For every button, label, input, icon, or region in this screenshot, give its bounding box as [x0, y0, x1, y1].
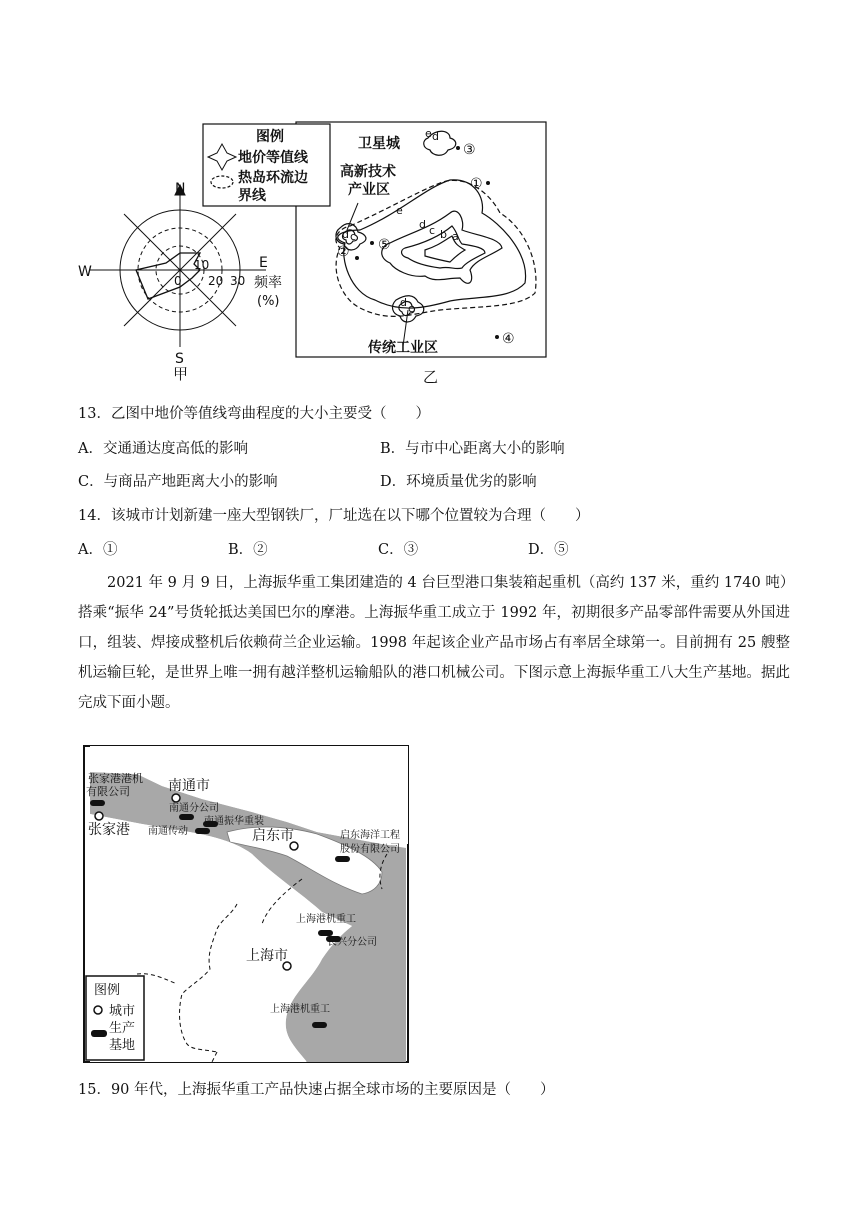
- base-qidong-1: 启东海洋工程: [340, 830, 400, 841]
- contour-letter-e: e: [396, 204, 403, 217]
- q14-option-c: C．③: [378, 542, 419, 558]
- q13-option-a: A．交通通达度高低的影响: [78, 441, 248, 457]
- point-2: ②: [337, 244, 350, 260]
- label-hitech-2: 产业区: [348, 182, 390, 198]
- compass-west: W: [78, 264, 92, 280]
- base-nantong-zhenhua: 南通振华重装: [204, 816, 264, 827]
- figure-yi-caption: 乙: [423, 368, 439, 386]
- scale-label-30: 30: [230, 274, 246, 288]
- scale-label-20: 20: [208, 274, 224, 288]
- base-zhangjiagang-1: 张家港港机: [88, 772, 143, 785]
- q15-stem: 15．90 年代，上海振华重工产品快速占据全球市场的主要原因是（ ）: [78, 1082, 555, 1098]
- contour-letter-e-sat: e: [425, 127, 432, 140]
- map-legend-city: 城市: [109, 1004, 136, 1019]
- city-nantong: 南通市: [168, 778, 210, 794]
- q14-stem: 14．该城市计划新建一座大型钢铁厂，厂址选在以下哪个位置较为合理（ ）: [78, 508, 590, 524]
- contour-letter-d-sat: d: [432, 130, 439, 143]
- contour-letter-c-hitech: c: [350, 230, 357, 243]
- q13-option-d: D．环境质量优劣的影响: [380, 474, 537, 490]
- label-hitech-1: 高新技术: [340, 164, 396, 180]
- map-legend-title: 图例: [94, 983, 121, 998]
- base-zhangjiagang-2: 有限公司: [86, 785, 130, 798]
- q13-option-c: C．与商品产地距离大小的影响: [78, 474, 278, 490]
- zhenhua-bases-map: [82, 744, 412, 1066]
- city-qidong: 启东市: [252, 828, 294, 844]
- legend-title: 图例: [256, 129, 284, 145]
- q14-option-d: D．⑤: [528, 542, 569, 558]
- compass-east: E: [259, 255, 268, 271]
- axis-label-percent: (%): [257, 294, 280, 309]
- point-3: ③: [463, 142, 476, 158]
- base-qidong-2: 股份有限公司: [340, 844, 400, 855]
- legend-item-heat-island-2: 界线: [238, 188, 266, 204]
- base-changxing: 长兴分公司: [327, 937, 377, 948]
- q14-option-a: A．①: [78, 542, 118, 558]
- city-zhangjiagang: 张家港: [88, 822, 130, 838]
- city-shanghai: 上海市: [246, 948, 288, 964]
- passage-rest: 搭乘“振华 24”号货轮抵达美国巴尔的摩港。上海振华重工成立于 1992 年，初期很多产品零部件需要从外国进口，组装、焊接成整机后依赖荷兰企业运输。1998 年起该企业产品市场占有率居全球第一。目前拥有 25 艘整机运输巨轮，是世界上唯一拥有越洋整机运输船队的港口机械公司。下图示意上海振华重工八大生产基地。据此完成下面小题。: [78, 605, 790, 711]
- compass-south: S: [175, 351, 184, 367]
- figure-jia-caption: 甲: [173, 365, 189, 383]
- point-1: ①: [470, 176, 483, 192]
- label-satellite-city: 卫星城: [358, 136, 400, 152]
- contour-letter-b: b: [440, 228, 447, 241]
- q14-option-b: B．②: [228, 542, 268, 558]
- contour-letter-d-hitech: d: [342, 228, 349, 241]
- scale-label-10: 10: [194, 258, 210, 272]
- base-shanghai-port-1: 上海港机重工: [296, 914, 356, 925]
- map-legend-base-1: 生产: [109, 1021, 136, 1036]
- base-nantong-branch: 南通分公司: [169, 803, 219, 814]
- contour-letter-d: d: [419, 218, 426, 231]
- legend-item-land-price: 地价等值线: [238, 150, 308, 166]
- passage-line-1: 2021 年 9 月 9 日，上海振华重工集团建造的 4 台巨型港口集装箱起重机（高约 137 米，重约 1740 吨）: [107, 575, 795, 591]
- q13-stem: 13．乙图中地价等值线弯曲程度的大小主要受（ ）: [78, 406, 430, 422]
- contour-letter-c-trad: c: [408, 302, 415, 315]
- label-traditional-industry: 传统工业区: [368, 340, 438, 356]
- base-nantong-transmission: 南通传动: [148, 826, 188, 837]
- contour-letter-c: c: [429, 224, 436, 237]
- axis-label-frequency: 频率: [254, 275, 282, 291]
- passage: [78, 568, 795, 718]
- q13-option-b: B．与市中心距离大小的影响: [380, 441, 565, 457]
- point-5: ⑤: [378, 237, 391, 253]
- contour-letter-d-trad: d: [400, 296, 407, 309]
- base-shanghai-port-2: 上海港机重工: [270, 1004, 330, 1015]
- point-4: ④: [502, 331, 515, 347]
- legend-item-heat-island-1: 热岛环流边: [238, 170, 308, 186]
- figure-yi-land-price-map: [200, 118, 552, 388]
- compass-north: N: [175, 181, 186, 197]
- scale-label-0: 0: [174, 274, 182, 288]
- contour-letter-a: a: [452, 230, 459, 243]
- map-legend-base-2: 基地: [109, 1038, 136, 1053]
